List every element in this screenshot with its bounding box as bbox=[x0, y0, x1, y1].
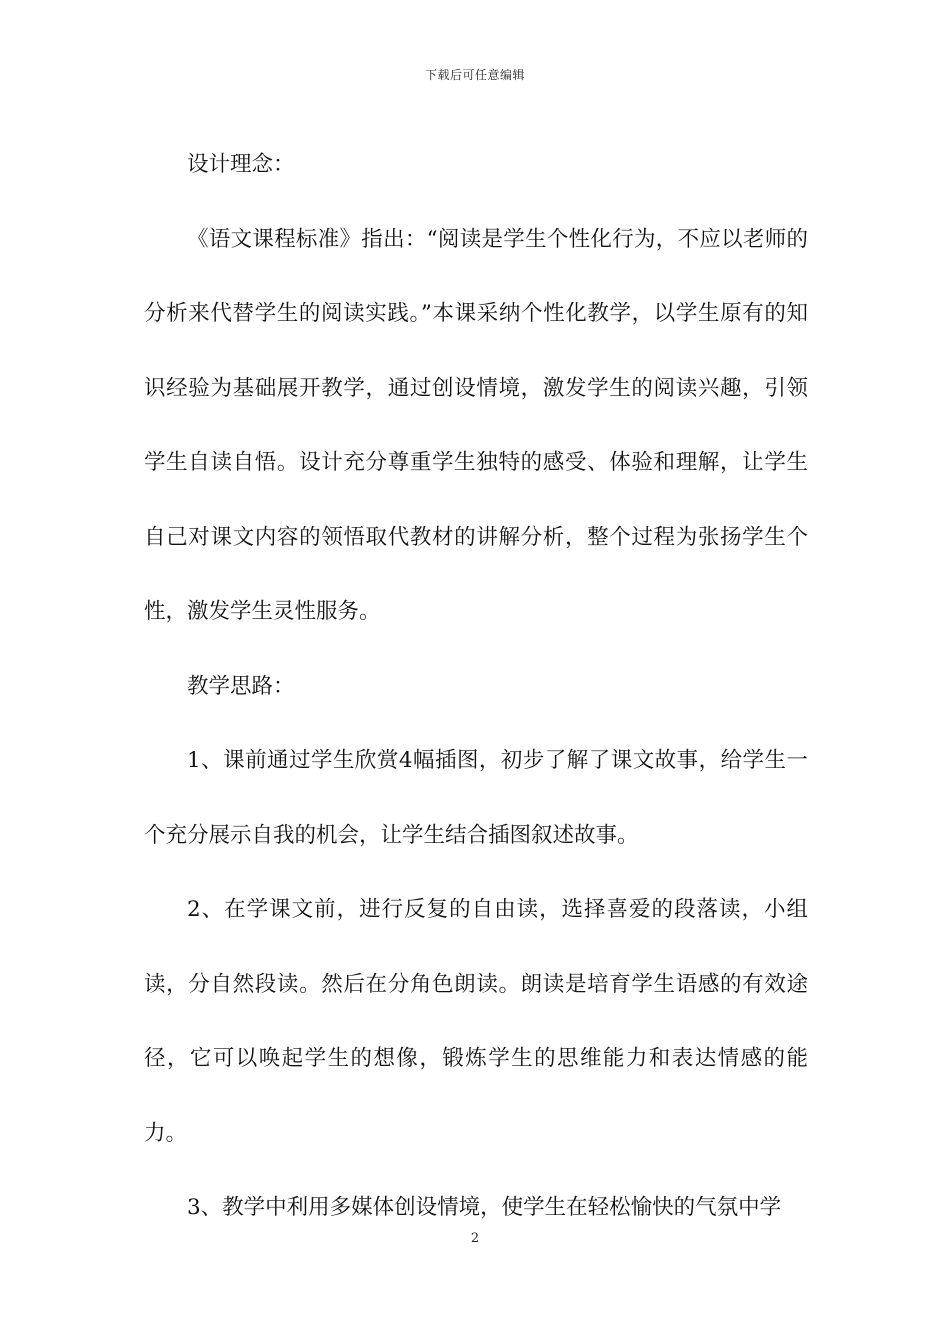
paragraph-design-concept: 《语文课程标准》指出：“阅读是学生个性化行为，不应以老师的分析来代替学生的阅读实践。”本课采纳个性化教学，以学生原有的知识经验为基础展开教学，通过创设情境，激发学生的阅读兴趣，引领学生自读自悟。设计充分尊重学生独特的感受、体验和理解，让学生自己对课文内容的领悟取代教材的讲解分析，整个过程为张扬学生个性，激发学生灵性服务。 bbox=[144, 226, 808, 624]
paragraph-step-1: 1、课前通过学生欣赏4幅插图，初步了解了课文故事，给学生一个充分展示自我的机会，让学生结合插图叙述故事。 bbox=[144, 748, 808, 848]
paragraph-teaching-approach-heading: 教学思路： bbox=[187, 673, 295, 699]
paragraph-step-3: 3、教学中利用多媒体创设情境，使学生在轻松愉快的气氛中学 bbox=[187, 1195, 782, 1220]
paragraph-design-concept-heading: 设计理念： bbox=[187, 152, 295, 177]
paragraph-step-2: 2、在学课文前，进行反复的自由读，选择喜爱的段落读，小组读，分自然段读。然后在分角色朗读。朗读是培育学生语感的有效途径，它可以唤起学生的想像，锻炼学生的思维能力和表达情感的能力。 bbox=[144, 897, 808, 1146]
document-body bbox=[144, 128, 808, 1246]
header-note: 下载后可任意编辑 bbox=[424, 68, 525, 82]
page-number: 2 bbox=[470, 1231, 480, 1246]
